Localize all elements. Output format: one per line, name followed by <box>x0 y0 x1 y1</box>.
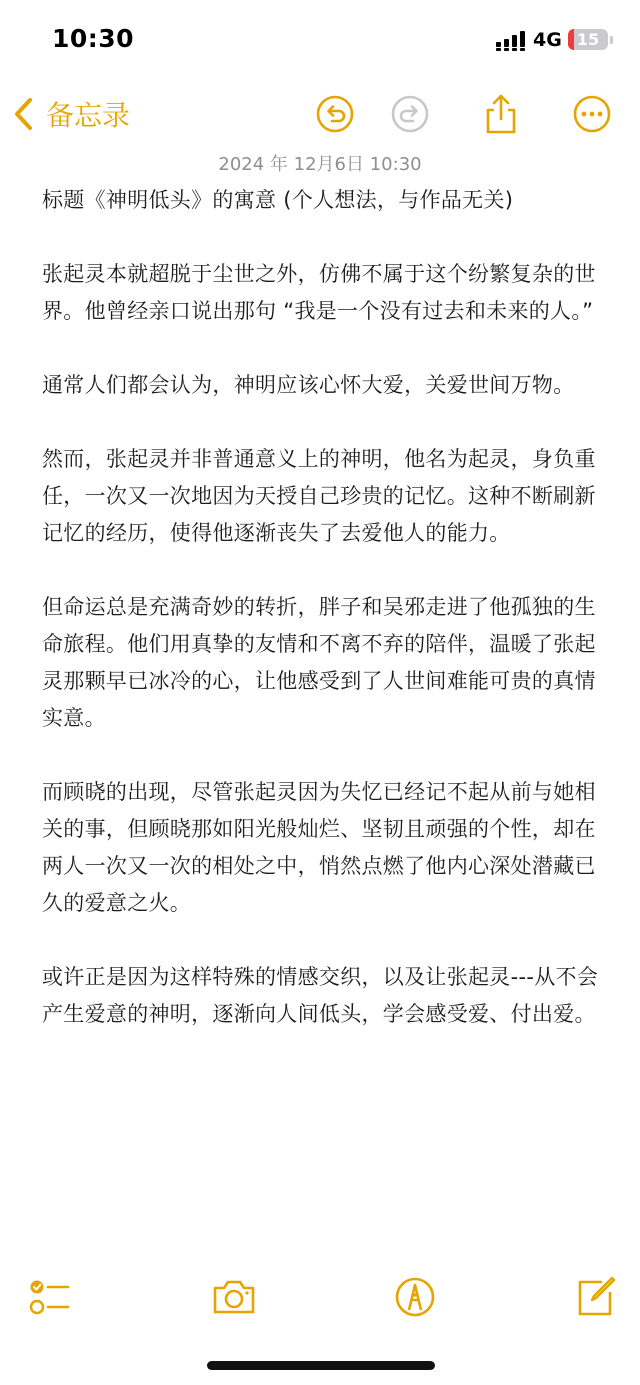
network-type: 4G <box>533 29 562 51</box>
checklist-button[interactable] <box>26 1274 72 1320</box>
compose-button[interactable] <box>572 1274 618 1320</box>
more-icon <box>571 93 613 135</box>
battery-icon <box>568 29 608 50</box>
status-time: 10:30 <box>52 24 135 53</box>
note-paragraph: 但命运总是充满奇妙的转折，胖子和吴邪走进了他孤独的生命旅程。他们用真挚的友情和不离不弃的陪伴，温暖了张起灵那颗早已冰冷的心，让他感受到了人世间难能可贵的真情实意。 <box>42 595 596 730</box>
camera-button[interactable] <box>211 1274 257 1320</box>
chevron-left-icon <box>12 96 38 132</box>
compose-icon <box>572 1274 618 1320</box>
share-button[interactable] <box>480 93 522 135</box>
bottom-toolbar <box>0 1268 640 1324</box>
note-paragraph: 然而，张起灵并非普通意义上的神明，他名为起灵，身负重任，一次又一次地因为天授自己珍贵的记忆。这种不断刷新记忆的经历，使得他逐渐丧失了去爱他人的能力。 <box>42 447 596 545</box>
redo-button[interactable] <box>389 93 431 135</box>
note-date: 2024 年 12月6日 10:30 <box>218 154 422 175</box>
markup-pen-icon <box>392 1274 438 1320</box>
battery-level: 15 <box>576 30 600 49</box>
status-bar <box>0 0 640 80</box>
back-label: 备忘录 <box>46 99 131 132</box>
cellular-signal-icon <box>496 31 526 51</box>
note-title: 标题《神明低头》的寓意 (个人想法，与作品无关) <box>42 188 514 212</box>
share-icon <box>480 93 522 135</box>
back-button[interactable] <box>12 94 130 134</box>
note-paragraph: 张起灵本就超脱于尘世之外，仿佛不属于这个纷繁复杂的世界。他曾经亲口说出那句 “我是一个没有过去和未来的人。” <box>42 262 596 323</box>
camera-icon <box>211 1274 257 1320</box>
battery-cap <box>610 36 613 44</box>
note-body[interactable] <box>42 182 602 1070</box>
note-paragraph: 或许正是因为这样特殊的情感交织，以及让张起灵---从不会产生爱意的神明，逐渐向人间低头，学会感受爱、付出爱。 <box>42 965 599 1026</box>
note-paragraph: 而顾晓的出现，尽管张起灵因为失忆已经记不起从前与她相关的事，但顾晓那如阳光般灿烂、坚韧且顽强的个性，却在两人一次又一次的相处之中，悄然点燃了他内心深处潜藏已久的爱意之火。 <box>42 780 596 915</box>
note-paragraph: 通常人们都会认为，神明应该心怀大爱，关爱世间万物。 <box>42 373 575 397</box>
undo-icon <box>314 93 356 135</box>
home-indicator[interactable] <box>207 1361 435 1370</box>
undo-button[interactable] <box>314 93 356 135</box>
navigation-bar <box>0 84 640 144</box>
more-button[interactable] <box>571 93 613 135</box>
redo-icon <box>389 93 431 135</box>
checklist-icon <box>26 1274 72 1320</box>
markup-button[interactable] <box>392 1274 438 1320</box>
